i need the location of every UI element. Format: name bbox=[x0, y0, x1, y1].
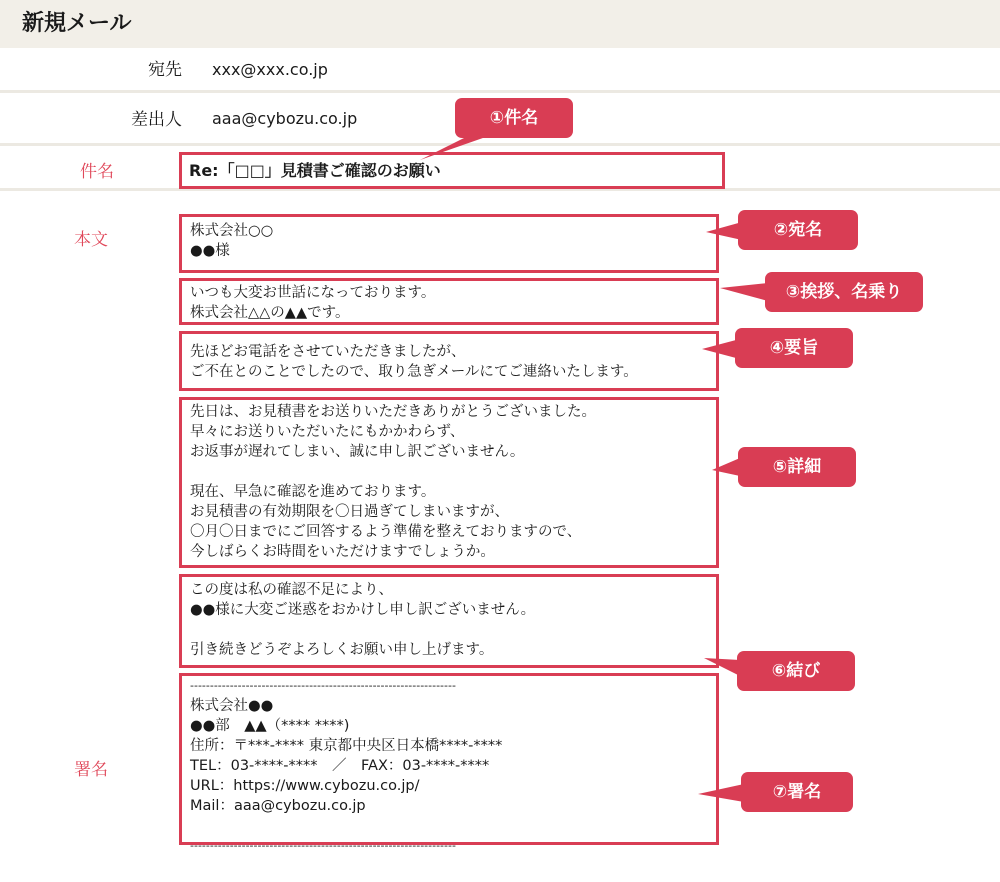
body-line: 株式会社△△の▲▲です。 bbox=[190, 305, 350, 321]
signature-label: 署名 bbox=[74, 760, 108, 780]
signature-line: TEL：03-****-**** ／ FAX：03-****-**** bbox=[190, 758, 490, 774]
body-line: 今しばらくお時間をいただけますでしょうか。 bbox=[190, 544, 495, 560]
callout-closing: ⑥結び bbox=[737, 651, 855, 691]
callout-signature: ⑦署名 bbox=[741, 772, 853, 812]
body-line: この度は私の確認不足により、 bbox=[190, 582, 393, 598]
body-line: いつも大変お世話になっております。 bbox=[190, 285, 436, 301]
pointer-signature bbox=[698, 784, 744, 802]
body-line: 引き続きどうぞよろしくお願い申し上げます。 bbox=[190, 642, 494, 658]
pointer-gist bbox=[702, 340, 736, 358]
signature-line: 住所：〒***-**** 東京都中央区日本橋****-**** bbox=[190, 738, 503, 754]
pointer-closing bbox=[704, 658, 740, 676]
to-field[interactable]: xxx@xxx.co.jp bbox=[212, 60, 328, 79]
body-line: 株式会社○○ bbox=[190, 223, 274, 239]
body-line: 〇月〇日までにご回答するよう準備を整えておりますので、 bbox=[190, 524, 582, 540]
to-label: 宛先 bbox=[148, 60, 182, 80]
pointer-address bbox=[706, 222, 742, 240]
signature-line: ●●部 ▲▲（**** ****) bbox=[190, 718, 350, 734]
signature-line: Mail：aaa@cybozu.co.jp bbox=[190, 798, 366, 814]
pointer-greeting bbox=[720, 283, 768, 301]
signature-line: 株式会社●● bbox=[190, 698, 274, 714]
body-line: お返事が遅れてしまい、誠に申し訳ございません。 bbox=[190, 444, 525, 460]
body-line: 先日は、お見積書をお送りいただきありがとうございました。 bbox=[190, 404, 596, 420]
pointer-details bbox=[712, 458, 740, 476]
callout-address: ②宛名 bbox=[738, 210, 858, 250]
body-line: ●●様に大変ご迷惑をおかけし申し訳ございません。 bbox=[190, 602, 536, 618]
window-title: 新規メール bbox=[22, 11, 132, 36]
callout-greeting: ③挨拶、名乗り bbox=[765, 272, 923, 312]
from-field[interactable]: aaa@cybozu.co.jp bbox=[212, 109, 358, 128]
body-line: 早々にお送りいただいたにもかかわらず、 bbox=[190, 424, 465, 440]
body-line: ●●様 bbox=[190, 243, 230, 259]
callout-subject: ①件名 bbox=[455, 98, 573, 138]
callout-gist: ④要旨 bbox=[735, 328, 853, 368]
body-line: 先ほどお電話をさせていただきましたが、 bbox=[190, 344, 466, 360]
callout-details: ⑤詳細 bbox=[738, 447, 856, 487]
body-label: 本文 bbox=[74, 230, 108, 250]
signature-line: ------------------------------------------------------------------- bbox=[190, 679, 456, 692]
subject-field[interactable]: Re:「□□」見積書ご確認のお願い bbox=[179, 152, 725, 189]
body-line: お見積書の有効期限を〇日過ぎてしまいますが、 bbox=[190, 504, 509, 520]
body-line: 現在、早急に確認を進めております。 bbox=[190, 484, 436, 500]
body-line: ご不在とのことでしたので、取り急ぎメールにてご連絡いたします。 bbox=[190, 364, 638, 380]
signature-line: URL：https://www.cybozu.co.jp/ bbox=[190, 778, 420, 794]
from-label: 差出人 bbox=[131, 110, 182, 130]
subject-label: 件名 bbox=[80, 162, 114, 182]
signature-line: ------------------------------------------------------------------- bbox=[190, 839, 456, 852]
